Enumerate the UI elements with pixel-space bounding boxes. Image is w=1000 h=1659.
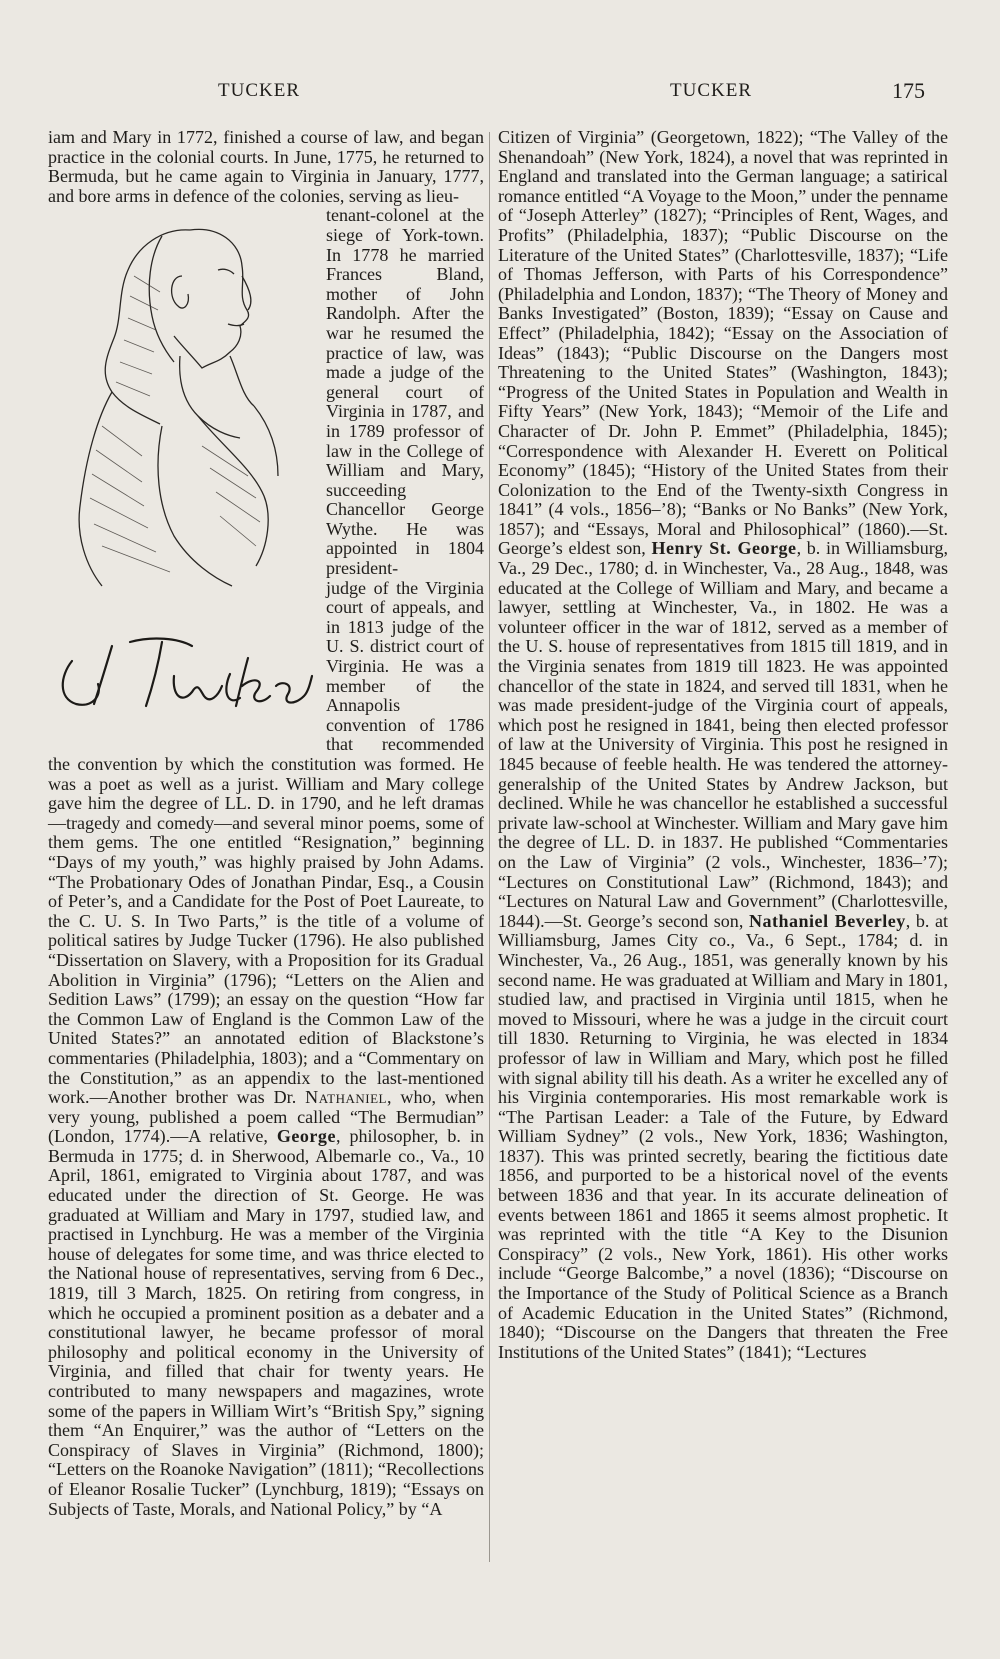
right-paragraph [498,128,948,1362]
portrait-figure [42,206,314,741]
signature-mark [63,639,312,706]
page-number: 175 [892,78,925,103]
henry-name: Henry St. George [651,538,797,559]
nathaniel-beverley-name: Nathaniel Beverley [748,910,906,931]
left-body-text: judge of the Virginia court of appeals, and in 1813 judge of the U. S. district court of Virginia. He was a member of the Annapolis convention of 1786 that recommended the convention by which the constitution was formed. He was a poet as well as a jurist. William and Mary college gave him the degree of LL. D. in 1790, and he left dramas—tragedy and comedy—and several minor poems, some of them gems. The one entitled “Resignation,” beginning “Days of my youth,” was highly praised by John Adams. “The Probationary Odes of Jonathan Pindar, Esq., a Cousin of Peter’s, and a Candidate for the Post of Poet Laureate, to the C. U. S. In Two Parts,” is the title of a volume of political satires by Judge Tucker (1796). He also published “Dissertation on Slavery, with a Proposition for its Gradual Abolition in Virginia” (1796); “Letters on the Alien and Sedition Laws” (1799); an essay on the question “How far the Common Law of England is the Common Law of the United States?” an annotated edition of Blackstone’s commentaries (Philadelphia, 1803); and a “Commentary on the Constitution,” as an appendix to the last-mentioned work.—Another brother was Dr. [48,577,484,1108]
right-text-2: , b. in Williamsburg, Va., 29 Dec., 1780; d. in Winchester, Va., 28 Aug., 1848, was educated at the College of William and Mary, and became a lawyer, settling at Winchester, Va., in 1802. He was a volunteer officer in the war of 1812, served as a member of the U. S. house of representatives from 1815 till 1819, and in the Virginia senates from 1819 till 1823. He was appointed chancellor of the state in 1824, and served till 1831, when he was made president-judge of the Virginia court of appeals, which post he resigned in 1841, being then elected professor of law at the University of Virginia. This post he resigned in 1845 because of feeble health. He was tendered the attorney-generalship of the United States by Andrew Jackson, but declined. While he was chancellor he established a successful private law-school at Winchester. William and Mary gave him the degree of LL. D. in 1837. He published “Commentaries on the Law of Virginia” (2 vols., Winchester, 1836–’7); “Lectures on Constitutional Law” (Richmond, 1843); and “Lectures on Natural Law and Government” (Charlottesville, 1844).—St. George’s second son, [498,538,948,931]
nathaniel-name: Nathaniel [305,1087,387,1108]
left-intro: iam and Mary in 1772, finished a course of law, and began practice in the colonial courts. In June, 1775, he returned to Bermuda, but he came again to Virginia in January, 1777, and bore arms in defence of the colonies, serving as lieu- [48,127,484,206]
left-body-text-3: , philosopher, b. in Bermuda in 1775; d. in Sherwood, Albemarle co., Va., 10 April, 1861, emigrated to Virginia about 1787, and was educated under the direction of St. George. He was graduated at William and Mary in 1797, studied law, and practised in Lynchburg. He was a member of the Virginia house of delegates for some time, and was thrice elected to the National house of representatives, serving from 6 Dec., 1819, till 3 March, 1825. On retiring from congress, in which he occupied a prominent position as a debater and a constitutional lawyer, he became professor of moral philosophy and political economy in the University of Virginia, and filled that chair for twenty years. He contributed to many newspapers and magazines, wrote some of the papers in William Wirt’s “British Spy,” signing them “An Enquirer,” was the author of “Letters on the Conspiracy of Slaves in Virginia” (Richmond, 1800); “Letters on the Roanoke Navigation” (1811); “Recollections of Eleanor Rosalie Tucker” (Lynchburg, 1819); “Essays on Subjects of Taste, Morals, and National Policy,” by “A [48,1126,484,1519]
portrait-image [42,206,314,741]
right-column [498,128,948,1362]
column-divider [489,132,490,1562]
running-head-center: TUCKER [670,80,752,101]
left-body-text-2: , who, when very young, published a poem called “The Bermudian” (London, 1774).—A relative, [48,1087,485,1147]
left-beside-portrait: tenant-colonel at the siege of York-town. In 1778 he married Frances Bland, mother of John Randolph. After the war he resumed the practice of law, was made a judge of the general court of Virginia in 1787, and in 1789 professor of law in the College of William and Mary, succeeding Chancellor George Wythe. He was appointed in 1804 president- [326,205,484,579]
george-name: George [276,1126,336,1147]
right-text-3: , b. at Williamsburg, James City co., Va., 6 Sept., 1784; d. in Winchester, Va., 26 Aug., 1851, was generally known by his second name. He was graduated at William and Mary in 1801, studied law, and practised in Virginia until 1815, when he moved to Missouri, where he was a judge in the circuit court till 1830. Returning to Virginia, he was elected in 1834 professor of law in William and Mary, which post he filled with signal ability till his death. As a writer he excelled any of his Virginia contemporaries. His most remarkable work is “The Partisan Leader: a Tale of the Future, by Edward William Sydney” (2 vols., New York, 1836; Washington, 1837). This was printed secretly, bearing the fictitious date 1856, and purported to be a historical novel of the events between 1836 and that year. In its accurate delineation of events between 1861 and 1865 it seems almost prophetic. It was reprinted with the title “A Key to the Disunion Conspiracy” (2 vols., New York, 1861). His other works include “George Balcombe,” a novel (1836); “Discourse on the Importance of the Study of Political Science as a Branch of Academic Education in the United States” (Richmond, 1840); “Discourse on the Dangers that threaten the Free Institutions of the United States” (1841); “Lectures [498,910,948,1362]
right-text-1: Citizen of Virginia” (Georgetown, 1822); “The Valley of the Shenandoah” (New York, 1824), a novel that was reprinted in England and translated into the German language; a satirical romance entitled “A Voyage to the Moon,” under the penname of “Joseph Atterley” (1827); “Principles of Rent, Wages, and Profits” (Philadelphia, 1837); “Public Discourse on the Literature of the United States” (Charlottesville, 1837); “Life of Thomas Jefferson, with Parts of his Correspondence” (Philadelphia and London, 1837); “The Theory of Money and Banks Investigated” (Boston, 1839); “Essay on Cause and Effect” (Philadelphia, 1842); “Essay on the Association of Ideas” (1843); “Public Discourse on the Dangers most Threatening to the United States” (Washington, 1843); “Progress of the United States in Population and Wealth in Fifty Years” (New York, 1843); “Memoir of the Life and Character of Dr. John P. Emmet” (Philadelphia, 1845); “Correspondence with Alexander H. Everett on Political Economy” (1845); “History of the United States from their Colonization to the End of the Twenty-sixth Congress in 1841” (4 vols., 1856–’8); “Banks or No Banks” (New York, 1857); and “Essays, Moral and Philosophical” (1860).—St. George’s eldest son, [498,127,948,559]
running-head-left: TUCKER [218,80,300,101]
left-column [48,128,484,1519]
